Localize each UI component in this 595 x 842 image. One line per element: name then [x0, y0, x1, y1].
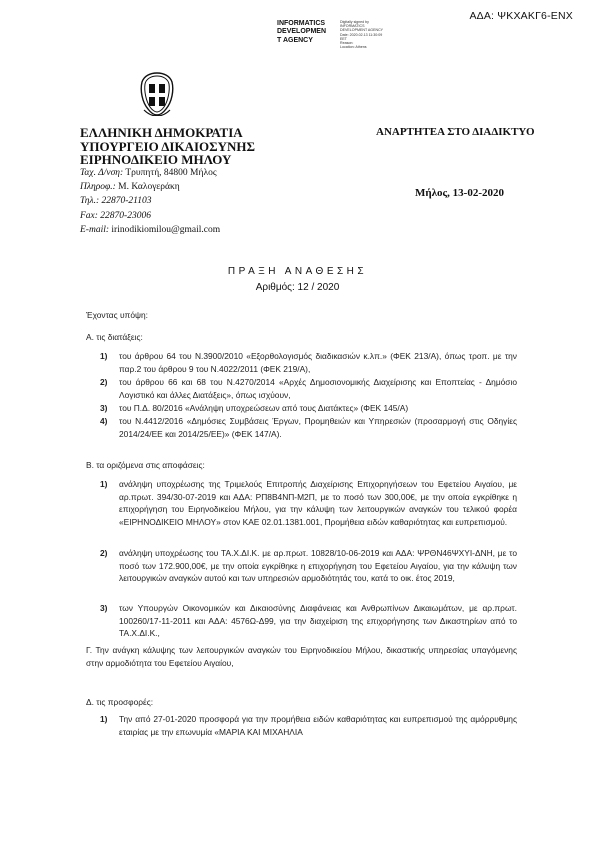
list-item: 4) του Ν.4412/2016 «Δημόσιες Συμβάσεις Έργων, Προμηθειών και Υπηρεσιών (προσαρμογή στις Οδηγίες 2014/24/ΕΕ και 2014/25/ΕΕ)» (ΦΕΚ 147/Α). [100, 416, 517, 439]
signature-detail-line: Digitally signed by [340, 20, 369, 24]
signature-details [340, 20, 383, 49]
section-a-heading: Α. τις διατάξεις: [86, 332, 143, 342]
list-item: 3) του Π.Δ. 80/2016 «Ανάληψη υποχρεώσεων από τους Διατάκτες» (ΦΕΚ 145/Α) [100, 403, 409, 413]
list-item: 1) του άρθρου 64 του Ν.3900/2010 «Εξορθολογισμός διαδικασιών κ.λπ.» (ΦΕΚ 213/Α), όπως τροπ. με την παρ.2 του άρθρου 9 του Ν.4022/2011 (ΦΕΚ 219/Α), [100, 351, 517, 374]
signature-logo-line: T AGENCY [277, 36, 313, 44]
list-item: 2) του άρθρου 66 και 68 του Ν.4270/2014 «Αρχές Δημοσιονομικής Διαχείρισης και Εποπτείας - Δημόσιο Λογιστικό και άλλες Διατάξεις», όπως ισχύουν, [100, 377, 517, 400]
info-line: Πληροφ.: Μ. Καλογεράκη [80, 182, 180, 193]
contact-block [80, 166, 220, 237]
signature-logo-line: INFORMATICS [277, 20, 326, 27]
signature-logo-line: DEVELOPMEN [277, 28, 327, 36]
section-d-heading: Δ. τις προσφορές: [86, 697, 154, 707]
signature-detail-line: Reason: [340, 41, 354, 46]
phone-line: Τηλ.: 22870-21103 [80, 196, 152, 207]
address-line: Ταχ. Δ/νση: Τρυπητή, 84800 Μήλος [80, 168, 217, 178]
signature-detail-line: Location: Athens [340, 45, 367, 50]
header-line: ΕΙΡΗΝΟΔΙΚΕΙΟ ΜΗΛΟΥ [80, 152, 232, 167]
ada-code: ΑΔΑ: ΨΚΧΑΚΓ6-ΕΝΧ [469, 10, 573, 22]
list-item: 2) ανάληψη υποχρέωσης του ΤΑ.Χ.ΔΙ.Κ. με αρ.πρωτ. 10828/10-06-2019 και ΑΔΑ: ΨΡΘΝ46ΨΧΥΙ-ΔΝΗ, με το ποσό των 172.900,00€, με την οποία εγκρίθηκε η επιχορήγηση του Εφετείου Αιγαίου, για την κάλυψη των λειτουργικών αναγκών αυτού και των υπηρεσιών αρμοδιότητάς του, κατά το οικ. έτος 2019, [100, 548, 517, 584]
document-date: Μήλος, 13-02-2020 [415, 187, 504, 199]
authority-header [80, 126, 255, 167]
list-item: 1) Την από 27-01-2020 προσφορά για την προμήθεια ειδών καθαριότητας και ευπρεπισμού της αμόρρυθμης εταιρίας με την επωνυμία «ΜΑΡΙΑ ΚΑΙ ΜΙΧΑΗΛΙΑ [100, 714, 517, 737]
document-title: ΠΡΑΞΗ ΑΝΑΘΕΣΗΣ [227, 266, 368, 277]
section-g-text: Γ. Την ανάγκη κάλυψης των λειτουργικών αναγκών του Ειρηνοδικείου Μήλου, δικαστικής υπηρεσίας υπαγόμενης στην αρμοδιότητα του Εφετείου Αιγαίου, [86, 645, 517, 668]
fax-line: Fax: 22870-23006 [80, 210, 151, 221]
email-line: E-mail: irinodikiomilou@gmail.com [80, 224, 221, 235]
signature-detail-line: INFORMATICS [340, 24, 365, 29]
signature-detail-line: Date: 2020.02.13 11:30:09 [340, 32, 383, 37]
greek-coat-of-arms-icon [140, 72, 174, 116]
document-number: Αριθμός: 12 / 2020 [255, 282, 340, 293]
signature-logo [277, 20, 326, 45]
intro-text: Έχοντας υπόψη: [86, 310, 148, 320]
publish-notice: ΑΝΑΡΤΗΤΕΑ ΣΤΟ ΔΙΑΔΙΚΤΥΟ [376, 126, 535, 138]
section-b-heading: Β. τα οριζόμενα στις αποφάσεις: [86, 460, 205, 470]
signature-detail-line: DEVELOPMENT AGENCY [340, 28, 384, 33]
header-line: ΕΛΛΗΝΙΚΗ ΔΗΜΟΚΡΑΤΙΑ [80, 125, 243, 140]
signature-detail-line: EET [340, 36, 347, 41]
list-item: 1) ανάληψη υποχρέωσης της Τριμελούς Επιτροπής Διαχείρισης Επιχορηγήσεων του Εφετείου Αιγαίου, με αρ.πρωτ. 394/30-07-2019 και ΑΔΑ: ΡΠ8Β4ΝΠ-Μ2Π, με το ποσό των 300,00€, με την οποία εγκρίθηκε η επιχορήγηση του Ειρηνοδικείου Μήλου, για την κάλυψη των λειτουργικών αναγκών του τελικού φορέα «ΕΙΡΗΝΟΔΙΚΕΙΟ ΜΗΛΟΥ» στον ΚΑΕ 02.01.1381.001, Προμήθεια ειδών καθαριότητας και ευπρεπισμού. [100, 479, 517, 527]
list-item: 3) των Υπουργών Οικονομικών και Δικαιοσύνης Διαφάνειας και Ανθρωπίνων Δικαιωμάτων, με αρ.πρωτ. 100260/17-11-2011 και ΑΔΑ: 4576Ω-Δ99, για την διαχείριση της επιχορήγησης των Δικαστηρίων από το ΤΑ.Χ.ΔΙ.Κ., [100, 603, 517, 639]
header-line: ΥΠΟΥΡΓΕΙΟ ΔΙΚΑΙΟΣΥΝΗΣ [80, 138, 256, 154]
